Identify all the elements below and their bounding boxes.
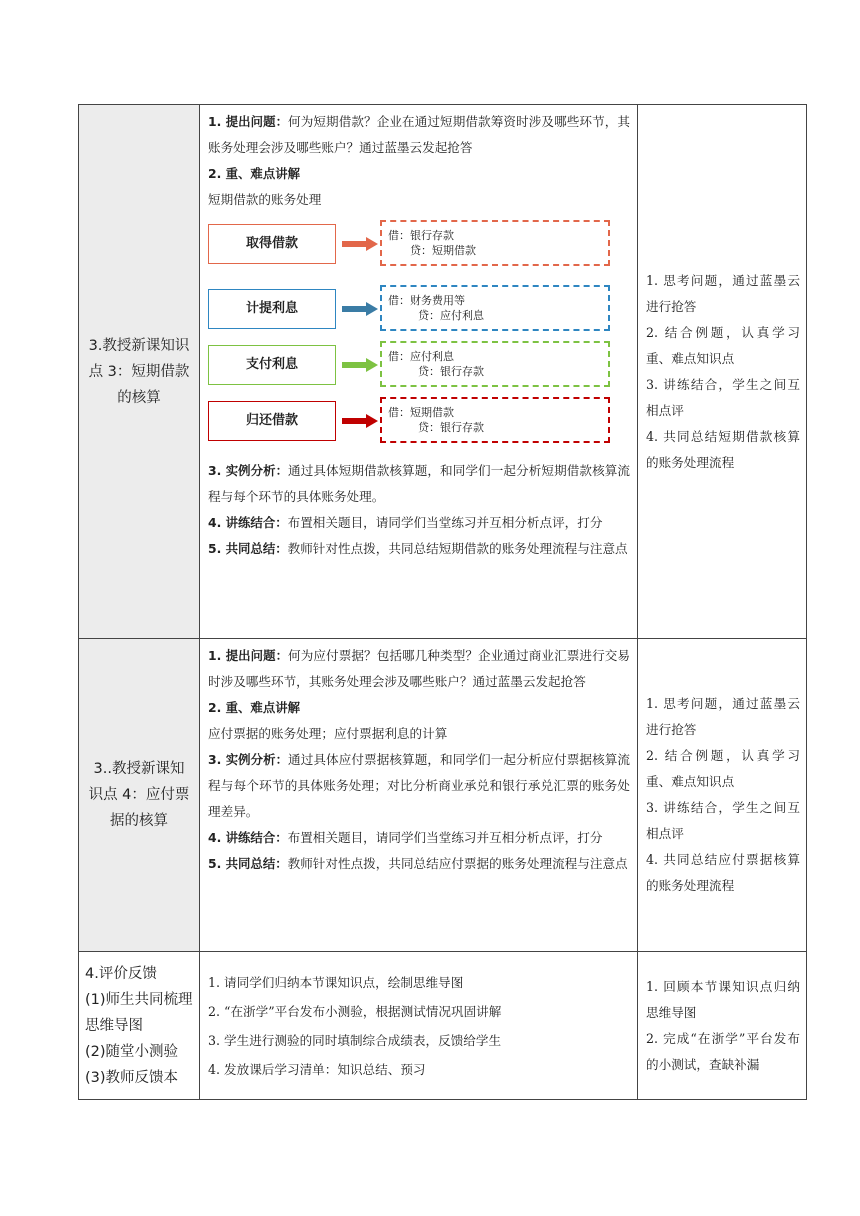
paragraph-heading: 5. 共同总结： bbox=[208, 541, 288, 556]
paragraph-heading: 5. 共同总结： bbox=[208, 856, 288, 871]
debit-entry: 借：银行存款 bbox=[388, 229, 454, 242]
paragraph-heading: 3. 实例分析： bbox=[208, 463, 289, 478]
arrow-right-icon bbox=[342, 414, 378, 428]
table-row bbox=[79, 639, 807, 952]
step-box bbox=[208, 224, 336, 264]
step-box bbox=[208, 289, 336, 329]
stage-label-line: 4.评价反馈 bbox=[85, 965, 157, 982]
paragraph-text: 教师针对性点拨，共同总结应付票据的账务处理流程与注意点 bbox=[287, 856, 628, 871]
paragraph bbox=[208, 161, 630, 187]
activity-item: 4. 共同总结应付票据核算的账务处理流程 bbox=[646, 852, 800, 893]
paragraph-text: 何为应付票据？包括哪几种类型？企业通过商业汇票进行交易时涉及哪些环节，其账务处理会涉及哪些账户？通过蓝墨云发起抢答 bbox=[208, 648, 630, 689]
activity-item: 4. 共同总结短期借款核算的账务处理流程 bbox=[646, 428, 800, 470]
paragraph-text: 通过具体短期借款核算题，和同学们一起分析短期借款核算流程与每个环节的具体账务处理。 bbox=[208, 463, 630, 504]
list-item: 4. 发放课后学习清单：知识总结、预习 bbox=[208, 1061, 426, 1077]
paragraph-heading: 4. 讲练结合： bbox=[208, 515, 288, 530]
step-label: 取得借款 bbox=[245, 236, 298, 251]
stage-label-line: (3)教师反馈本 bbox=[85, 1069, 179, 1086]
paragraph-heading: 4. 讲练结合： bbox=[208, 830, 288, 845]
paragraph bbox=[208, 851, 630, 877]
paragraph-text: 短期借款的账务处理 bbox=[208, 192, 322, 207]
activity-item: 1. 思考问题，通过蓝墨云进行抢答 bbox=[646, 272, 800, 314]
step-box bbox=[208, 345, 336, 385]
activity-cell bbox=[638, 105, 807, 639]
paragraph bbox=[208, 747, 630, 825]
activity-item: 2. 结合例题，认真学习重、难点知识点 bbox=[646, 748, 800, 789]
paragraph-text: 布置相关题目，请同学们当堂练习并互相分析点评，打分 bbox=[287, 830, 603, 845]
entry-box bbox=[380, 220, 610, 266]
activity-item: 2. 结合例题，认真学习重、难点知识点 bbox=[646, 324, 800, 366]
debit-entry: 借：应付利息 bbox=[388, 350, 454, 363]
loan-flow-diagram bbox=[208, 216, 630, 456]
paragraph-text: 布置相关题目，请同学们当堂练习并互相分析点评，打分 bbox=[287, 515, 603, 530]
stage-label-line: (1)师生共同梳理思维导图 bbox=[85, 991, 193, 1034]
paragraph bbox=[208, 510, 630, 536]
arrow-right-icon bbox=[342, 302, 378, 316]
paragraph-heading: 1. 提出问题： bbox=[208, 648, 289, 663]
list-item: 3. 学生进行测验的同时填制综合成绩表，反馈给学生 bbox=[208, 1032, 502, 1048]
debit-entry: 借：短期借款 bbox=[388, 406, 454, 419]
table-row bbox=[79, 105, 807, 639]
stage-cell bbox=[79, 639, 200, 952]
activity-cell bbox=[638, 952, 807, 1100]
stage-cell bbox=[79, 952, 200, 1100]
arrow-right-icon bbox=[342, 358, 378, 372]
activity-item: 2. 完成“在浙学”平台发布的小测试，查缺补漏 bbox=[646, 1030, 800, 1072]
stage-cell bbox=[79, 105, 200, 639]
paragraph bbox=[208, 695, 630, 721]
content-cell bbox=[200, 952, 638, 1100]
paragraph bbox=[208, 721, 630, 747]
stage-label: 3.教授新课知识点 3：短期借款的核算 bbox=[88, 337, 190, 406]
paragraph bbox=[208, 643, 630, 695]
paragraph-heading: 2. 重、难点讲解 bbox=[208, 166, 300, 181]
activity-cell bbox=[638, 639, 807, 952]
paragraph-heading: 1. 提出问题： bbox=[208, 114, 289, 129]
paragraph bbox=[208, 825, 630, 851]
activity-item: 1. 回顾本节课知识点归纳思维导图 bbox=[646, 978, 800, 1020]
paragraph bbox=[208, 458, 630, 510]
paragraph-text: 通过具体应付票据核算题，和同学们一起分析应付票据核算流程与每个环节的具体账务处理；对比分析商业承兑和银行承兑汇票的账务处理差异。 bbox=[208, 752, 630, 819]
debit-entry: 借：财务费用等 bbox=[388, 294, 465, 307]
content-cell bbox=[200, 639, 638, 952]
list-item: 1. 请同学们归纳本节课知识点，绘制思维导图 bbox=[208, 974, 464, 990]
stage-label: 3..教授新课知识点 4：应付票据的核算 bbox=[88, 761, 190, 829]
step-label: 计提利息 bbox=[245, 301, 298, 316]
activity-item: 3. 讲练结合，学生之间互相点评 bbox=[646, 800, 800, 841]
paragraph-text: 应付票据的账务处理；应付票据利息的计算 bbox=[208, 726, 448, 741]
entry-box bbox=[380, 341, 610, 387]
paragraph bbox=[208, 109, 630, 161]
lesson-plan-table bbox=[78, 104, 807, 1100]
credit-entry: 贷：应付利息 bbox=[418, 309, 484, 322]
activity-item: 1. 思考问题，通过蓝墨云进行抢答 bbox=[646, 696, 800, 737]
step-label: 归还借款 bbox=[245, 413, 298, 428]
stage-label bbox=[79, 961, 199, 1091]
credit-entry: 贷：短期借款 bbox=[410, 244, 476, 257]
step-label: 支付利息 bbox=[245, 357, 298, 372]
activity-item: 3. 讲练结合，学生之间互相点评 bbox=[646, 376, 800, 418]
paragraph bbox=[208, 187, 630, 213]
paragraph-text: 何为短期借款？企业在通过短期借款筹资时涉及哪些环节，其账务处理会涉及哪些账户？通过蓝墨云发起抢答 bbox=[208, 114, 630, 155]
table-row bbox=[79, 952, 807, 1100]
step-box bbox=[208, 401, 336, 441]
paragraph-heading: 2. 重、难点讲解 bbox=[208, 700, 300, 715]
paragraph-text: 教师针对性点拨，共同总结短期借款的账务处理流程与注意点 bbox=[287, 541, 628, 556]
content-cell bbox=[200, 105, 638, 639]
paragraph bbox=[208, 536, 630, 562]
entry-box bbox=[380, 397, 610, 443]
credit-entry: 贷：银行存款 bbox=[418, 421, 484, 434]
arrow-right-icon bbox=[342, 237, 378, 251]
entry-box bbox=[380, 285, 610, 331]
list-item: 2. “在浙学”平台发布小测验，根据测试情况巩固讲解 bbox=[208, 1003, 502, 1019]
credit-entry: 贷：银行存款 bbox=[418, 365, 484, 378]
stage-label-line: (2)随堂小测验 bbox=[85, 1043, 179, 1060]
paragraph-heading: 3. 实例分析： bbox=[208, 752, 289, 767]
